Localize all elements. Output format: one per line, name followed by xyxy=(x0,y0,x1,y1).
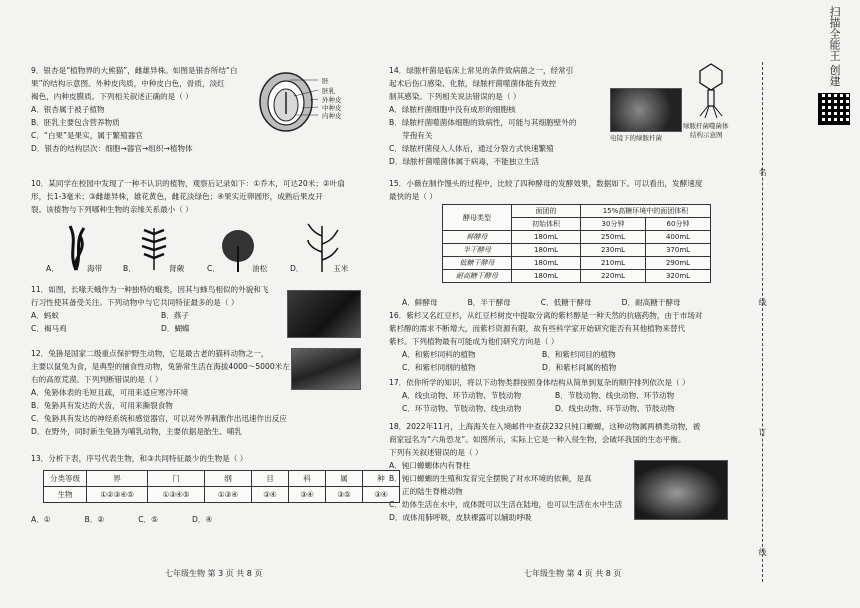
q12-option-b: B．兔狲具有发达的犬齿，可用来撕裂食物 xyxy=(31,401,173,410)
table-cell: ③④ xyxy=(289,487,326,503)
q13-options xyxy=(31,513,212,526)
q11-option-b: B．燕子 xyxy=(161,311,189,320)
table-cell: 半干酵母 xyxy=(443,244,512,257)
q14-stem-3: 制其感染。下列相关说法错误的是（ ） xyxy=(389,92,521,101)
q16-stem-3: 紫杉。下列植物最有可能成为他们研究方向是（ ） xyxy=(389,337,559,346)
bacteria-micrograph xyxy=(610,88,682,132)
table-cell: 门 xyxy=(148,471,205,487)
q18-option-a: A．钝口螈螈体内有脊柱 xyxy=(389,461,471,470)
q18-option-d: D．成体用肺呼吸，皮肤裸露可以辅助呼吸 xyxy=(389,513,532,522)
table-row xyxy=(443,257,711,270)
phage-caption-1: 绿脓杆菌噬菌体 xyxy=(683,122,729,130)
q17-option-d: D．线虫动物、环节动物、节肢动物 xyxy=(555,404,675,413)
table-cell: 耐高糖干酵母 xyxy=(443,270,512,283)
ginkgo-seed-diagram xyxy=(256,70,366,132)
yeast-header-volume: 15%高糖环境中的面团体积 xyxy=(581,205,711,218)
table-cell: 180mL xyxy=(512,257,581,270)
q12-stem-1: 12．兔狲是国家二级重点保护野生动物，它是最古老的猫科动物之一， xyxy=(31,349,269,358)
q17-stem: 17．依你所学的知识，将以下动物类群按照身体结构从简单到复杂的顺序排列依次是（ ） xyxy=(389,378,690,387)
table-cell: 目 xyxy=(252,471,289,487)
table-cell: 纲 xyxy=(205,471,252,487)
question-10 xyxy=(31,177,345,216)
table-cell: 180mL xyxy=(512,270,581,283)
q15-option-a: A．鲜酵母 xyxy=(402,298,438,307)
q15-stem-2: 最快的是（ ） xyxy=(389,192,437,201)
q10-option-b-name: 肾蕨 xyxy=(169,264,185,273)
table-cell: 210mL xyxy=(581,257,646,270)
q11-option-d: D．蝴蝶 xyxy=(161,324,190,333)
q17-option-b: B．节肢动物、线虫动物、环节动物 xyxy=(555,391,675,400)
q15-option-d: D．耐高糖干酵母 xyxy=(621,298,681,307)
table-cell: 生物 xyxy=(44,487,87,503)
question-16 xyxy=(389,309,702,374)
margin-mark-1: 名 xyxy=(758,168,767,176)
q13-stem: 13．分析下表，序号代表生物，和③共同特征最少的生物是（ ） xyxy=(31,454,248,463)
table-cell: ①③④ xyxy=(205,487,252,503)
q18-stem-3: 下列有关叙述错误的是（ ） xyxy=(389,448,483,457)
table-cell: 鲜酵母 xyxy=(443,231,512,244)
question-13 xyxy=(31,452,247,465)
table-cell: ①③④⑤ xyxy=(148,487,205,503)
table-cell: ③④ xyxy=(252,487,289,503)
q11-stem-1: 11．如图，长喙天蛾作为一种独特的蛾类，因其与蜂鸟相似的外貌和飞 xyxy=(31,285,269,294)
q14-option-b-1: B．绿脓杆菌噬菌体细胞的致病性，可能与其细胞壁外的 xyxy=(389,118,577,127)
table-cell: 400mL xyxy=(646,231,711,244)
ginkgo-label-endosperm: 胚乳 xyxy=(322,87,335,95)
q13-option-d: D．④ xyxy=(191,515,213,524)
pallas-cat-photo xyxy=(291,348,361,390)
q16-stem-1: 16．紫杉又名红豆杉，从红豆杉树皮中提取分离的紫杉醇是一种天然的抗癌药物，由于市场对 xyxy=(389,311,703,320)
table-cell: 250mL xyxy=(581,231,646,244)
table-cell: 320mL xyxy=(646,270,711,283)
table-cell: 分类等级 xyxy=(44,471,87,487)
q10-option-d-name: 玉米 xyxy=(333,264,349,273)
q9-stem-3: 褐色，内种皮膜质。下列相关叙述正确的是（ ） xyxy=(31,92,193,101)
q12-option-d: D．在野外，同时新生兔狲为哺乳动物，主要依据是胎生、哺乳 xyxy=(31,427,242,436)
q9-option-a: A．银杏属于被子植物 xyxy=(31,105,105,114)
yeast-header-60min: 60分钟 xyxy=(646,218,711,231)
table-cell: 290mL xyxy=(646,257,711,270)
q17-option-c: C．环节动物、节肢动物、线虫动物 xyxy=(402,404,522,413)
question-15 xyxy=(389,177,702,203)
table-row xyxy=(443,231,711,244)
q15-stem-1: 15．小薇在制作馒头的过程中，比较了四种酵母的发酵效果，数据如下。可以看出，发酵速度 xyxy=(389,179,703,188)
table-cell: 370mL xyxy=(646,244,711,257)
q10-stem-1: 10．某同学在校园中发现了一种不认识的植物，观察后记录如下：①乔木，可达20米；②叶扇 xyxy=(31,179,345,188)
q18-option-c: C．幼体生活在水中，成体既可以生活在陆地，也可以生活在水中生活 xyxy=(389,500,623,509)
table-cell: ①②③④⑤ xyxy=(87,487,148,503)
hawkmoth-photo xyxy=(287,290,361,338)
table-cell: 科 xyxy=(289,471,326,487)
q10-stem-2: 形，长1-3毫米；③雌雄异株，雄花黄色，雌花淡绿色；④果实近卵圆形，成熟后果皮开 xyxy=(31,192,323,201)
q10-option-a: A． xyxy=(46,264,59,273)
table-row xyxy=(443,244,711,257)
pine-icon xyxy=(222,230,254,272)
yeast-header-30min: 30分钟 xyxy=(581,218,646,231)
q12-option-a: A．兔狲体表的毛短且疏，可用来适应寒冷环境 xyxy=(31,388,189,397)
yeast-header-initial-2: 初始体积 xyxy=(512,218,581,231)
q18-stem-1: 18．2022年11月，上海海关在入境邮件中查获232只钝口螈螈，这种动物属两栖类动物，被 xyxy=(389,422,701,431)
q11-option-c: C．褐马鸡 xyxy=(31,324,67,333)
q12-stem-2: 主要以鼠兔为食，是典型的捕食性动物，兔狲常生活在海拔4000～5000米左 xyxy=(31,362,290,371)
q14-option-c: C．绿脓杆菌侵入人体后，通过分裂方式快速繁殖 xyxy=(389,144,554,153)
table-cell: 属 xyxy=(326,471,363,487)
table-row xyxy=(44,487,400,503)
question-12 xyxy=(31,347,290,438)
q9-option-d: D．银杏的结构层次：细胞→器官→组织→植物体 xyxy=(31,144,193,153)
scanner-watermark: 扫描全能王 创建 xyxy=(828,6,841,87)
question-17 xyxy=(389,376,690,415)
q10-option-a-name: 海带 xyxy=(87,264,103,273)
margin-mark-3: 订 xyxy=(758,428,767,436)
right-page-footer: 七年级生物 第 4 页 共 8 页 xyxy=(524,569,622,578)
q10-option-c-name: 油松 xyxy=(252,264,268,273)
question-14 xyxy=(389,64,576,168)
q16-option-d: D．和紫杉同属的植物 xyxy=(542,363,617,372)
axolotl-photo xyxy=(634,460,728,520)
q16-option-a: A．和紫杉同科的植物 xyxy=(402,350,476,359)
q16-option-c: C．和紫杉同纲的植物 xyxy=(402,363,476,372)
question-9 xyxy=(31,64,237,155)
q13-option-c: C．⑤ xyxy=(138,515,158,524)
q18-option-b-2: 正的陆生脊椎动物 xyxy=(402,487,463,496)
q11-stem-2: 行习性使其备受关注。下列动物中与它共同特征最多的是（ ） xyxy=(31,298,239,307)
q10-option-c: C． xyxy=(207,264,220,273)
table-row xyxy=(443,270,711,283)
q12-option-c: C．兔狲具有发达的神经系统和感觉器官，可以对外界刺激作出迅速作出反应 xyxy=(31,414,287,423)
table-cell: ③④ xyxy=(363,487,400,503)
bacteria-caption: 电镜下的绿脓杆菌 xyxy=(610,134,662,142)
q9-option-c: C．“白果”是果实，属于繁殖器官 xyxy=(31,131,143,140)
margin-mark-4: 线 xyxy=(758,548,767,556)
q10-option-b: B． xyxy=(123,264,136,273)
q14-option-b-2: 芽孢有关 xyxy=(402,131,433,140)
binding-dashed-line xyxy=(762,62,763,582)
q14-option-d: D．绿脓杆菌噬菌体属于病毒，不能独立生活 xyxy=(389,157,540,166)
fern-icon xyxy=(142,228,166,270)
q16-option-b: B．和紫杉同目的植物 xyxy=(542,350,616,359)
q11-option-a: A．蚂蚁 xyxy=(31,311,59,320)
table-cell: 种 xyxy=(363,471,400,487)
left-page-footer: 七年级生物 第 3 页 共 8 页 xyxy=(165,569,263,578)
q18-option-b-1: B．钝口螈螈的生殖和发育完全摆脱了对水环境的依赖，是真 xyxy=(389,474,592,483)
q15-option-b: B．半干酵母 xyxy=(467,298,511,307)
qr-code-icon xyxy=(818,93,850,125)
table-cell: 220mL xyxy=(581,270,646,283)
q15-option-c: C．低糖干酵母 xyxy=(540,298,592,307)
table-cell: 界 xyxy=(87,471,148,487)
classification-table xyxy=(43,470,400,503)
table-cell: 230mL xyxy=(581,244,646,257)
table-cell: 低糖干酵母 xyxy=(443,257,512,270)
yeast-table xyxy=(442,204,711,283)
kelp-icon xyxy=(70,226,84,270)
table-cell: 180mL xyxy=(512,231,581,244)
q16-stem-2: 紫杉醇的需求不断增大，而紫杉资源有限，故有些科学家开始研究能否有其他植物来替代 xyxy=(389,324,686,333)
q10-stem-3: 裂。该植物与下列哪种生物的亲缘关系最小（ ） xyxy=(31,205,193,214)
q9-stem-2: 果”的结构示意图。外种皮肉质，中种皮白色，骨质，淡红 xyxy=(31,79,225,88)
q13-option-b: B．② xyxy=(84,515,105,524)
phage-caption-2: 结构示意图 xyxy=(690,131,723,139)
table-cell: ③⑤ xyxy=(326,487,363,503)
table-row xyxy=(44,471,400,487)
q9-option-b: B．胚乳主要包含营养物质 xyxy=(31,118,120,127)
ginkgo-label-outer-coat: 外种皮 xyxy=(322,96,342,104)
q17-option-a: A．线虫动物、环节动物、节肢动物 xyxy=(402,391,522,400)
q9-stem-1: 9．银杏是“植物界的大熊猫”，雌雄异株。如图是银杏所结“白 xyxy=(31,66,238,75)
q12-stem-3: 右的高原荒漠。下列判断错误的是（ ） xyxy=(31,375,163,384)
margin-mark-2: 线 xyxy=(758,298,767,306)
yeast-header-initial: 面团的 xyxy=(512,205,581,218)
table-row xyxy=(443,205,711,218)
q15-options xyxy=(402,296,681,309)
ginkgo-label-embryo: 胚 xyxy=(322,77,329,85)
q14-stem-1: 14．绿脓杆菌是临床上常见的条件致病菌之一，经常引 xyxy=(389,66,574,75)
phage-diagram xyxy=(696,62,726,120)
table-cell: 180mL xyxy=(512,244,581,257)
ginkgo-label-inner-coat: 内种皮 xyxy=(322,112,342,120)
yeast-header-type: 酵母类型 xyxy=(443,205,512,231)
ginkgo-label-middle-coat: 中种皮 xyxy=(322,104,342,112)
q13-option-a: A．① xyxy=(31,515,51,524)
q14-stem-2: 起术后伤口感染、化脓，绿脓杆菌噬菌体能有效控 xyxy=(389,79,557,88)
q18-stem-2: 商家冠名为“六角恐龙”。如图所示，实际上它是一种入侵生物，会破坏我国的生态平衡。 xyxy=(389,435,686,444)
q10-option-d: D． xyxy=(290,264,304,273)
question-11 xyxy=(31,283,268,335)
q14-option-a: A．绿脓杆菌细胞中没有成形的细胞核 xyxy=(389,105,516,114)
